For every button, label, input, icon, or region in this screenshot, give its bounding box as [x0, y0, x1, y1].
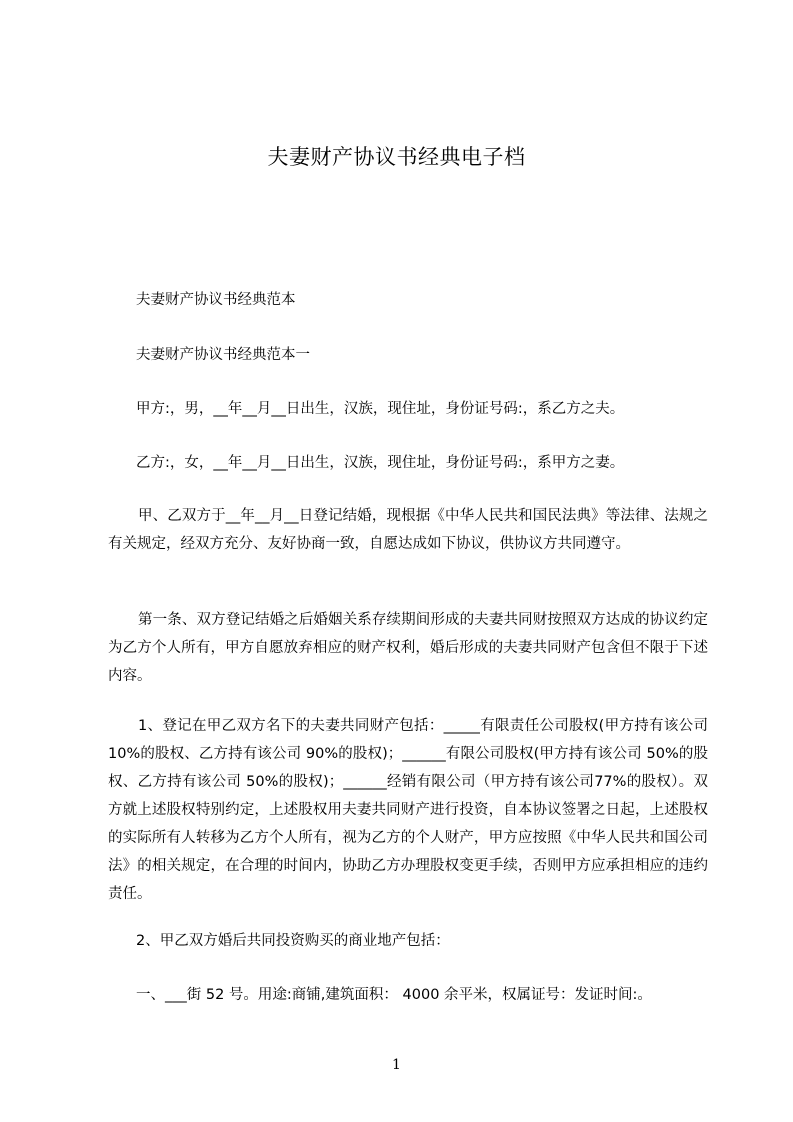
heading-template: 夫妻财产协议书经典范本 — [136, 292, 296, 308]
page-number: 1 — [392, 1057, 401, 1073]
party-a-line: 甲方:，男，__年__月__日出生，汉族，现住址，身份证号码:，系乙方之夫。 — [136, 401, 625, 417]
item-1-paragraph: 1、登记在甲乙双方名下的夫妻共同财产包括：_____有限责任公司股权(甲方持有该公司 10%的股权、乙方持有该公司 90%的股权)；______有限公司股权(甲方持有该公司 50%的股权、乙方持有该公司 50%的股权)；______经销有限公司（甲方持有该公司77%的股权）。双方就上述股权特别约定，上述股权用夫妻共同财产进行投资，自本协议签署之日起，上述股权的实际所有人转移为乙方个人所有，视为乙方的个人财产，甲方应按照《中华人民共和国公司法》的相关规定，在合理的时间内，协助乙方办理股权变更手续，否则甲方应承担相应的违约责任。 — [108, 718, 708, 902]
heading-template-one: 夫妻财产协议书经典范本一 — [136, 347, 310, 363]
item-2-line: 2、甲乙双方婚后共同投资购买的商业地产包括： — [136, 933, 450, 949]
preamble-paragraph: 甲、乙双方于__年__月__日登记结婚，现根据《中华人民共和国民法典》等法律、法规之有关规定，经双方充分、友好协商一致，自愿达成如下协议，供协议方共同遵守。 — [108, 508, 708, 552]
party-b-line: 乙方:，女，__年__月__日出生，汉族，现住址，身份证号码:，系甲方之妻。 — [136, 455, 625, 471]
document-title: 夫妻财产协议书经典电子档 — [267, 145, 526, 169]
item-2-sub-1-line: 一、___街 52 号。用途:商铺,建筑面积： 4000 余平米，权属证号：发证时间:。 — [136, 987, 652, 1003]
article-1-paragraph: 第一条、双方登记结婚之后婚姻关系存续期间形成的夫妻共同财按照双方达成的协议约定为乙方个人所有，甲方自愿放弃相应的财产权利，婚后形成的夫妻共同财产包含但不限于下述内容。 — [108, 612, 708, 684]
